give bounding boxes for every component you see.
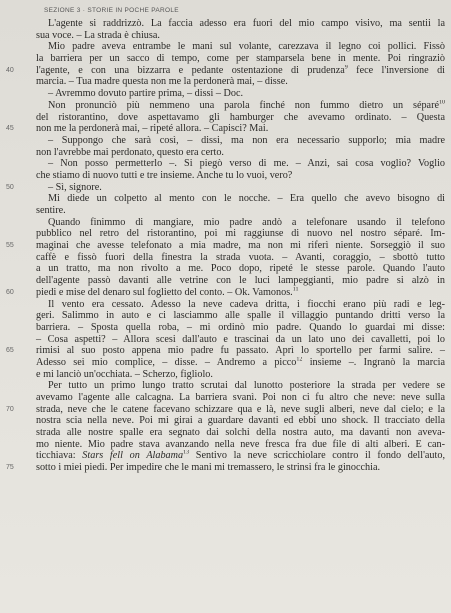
- line-text: Per tutto un primo lungo tratto scrutai dal lunotto posteriore la strada per vedere se: [48, 380, 445, 392]
- line-number: 45: [6, 125, 14, 133]
- text-line: [0, 427, 451, 439]
- line-text: geri. Salimmo in auto e ci lasciammo alle spalle il villaggio puntando dritti verso la: [36, 310, 445, 322]
- text-line: [0, 287, 451, 299]
- line-text: dell'agente passò davanti alle vetrine con le luci lampeggianti, mio padre si alzò in: [36, 275, 445, 287]
- line-text: l'agente, e con una bizzarra e pedante ostentazione di prudenza: [36, 64, 345, 76]
- line-text: sotto i miei piedi. Per impedire che le mani mi tremassero, le strinsi fra le ginocchia.: [36, 462, 381, 474]
- line-number: 75: [6, 464, 14, 472]
- text-line: [0, 30, 451, 42]
- footnote-ref: 10: [439, 99, 445, 106]
- text-line: [0, 310, 451, 322]
- line-text: Mi diede un colpetto al mento con le nocche. – Era quello che avevo bisogno di: [48, 193, 445, 205]
- title-italic: Stars fell on Alabama: [82, 450, 184, 462]
- text-line: [0, 170, 451, 182]
- line-number: 50: [6, 183, 14, 191]
- line-text: marcia. – Tua madre questa non me la perdonerà mai, – disse.: [36, 76, 288, 88]
- footnote-ref: 12: [296, 356, 303, 363]
- text-line: [0, 345, 451, 357]
- line-text: del ristorantino, dove aspettavamo gli hamburger che avevamo ordinato. – Questa: [36, 111, 445, 123]
- footnote-ref: 9: [344, 64, 348, 71]
- line-number: 40: [6, 66, 14, 74]
- text-line: [0, 88, 451, 100]
- line-text: Quando finimmo di mangiare, mio padre andò a telefonare usando il telefono: [48, 216, 445, 228]
- footnote-ref: 13: [183, 450, 190, 457]
- text-line: [0, 41, 451, 53]
- line-text: piedi e mise del denaro sul foglietto del conto. – Ok. Vamonos.: [36, 286, 293, 298]
- text-line: [0, 252, 451, 264]
- line-text: pubblico nel retro del ristorantino, poi mi raggiunse di nuovo nel nostro séparé. Im-: [36, 228, 445, 240]
- text-line: [0, 53, 451, 65]
- text-line: [0, 334, 451, 346]
- line-text: caffè e fissò fuori della finestra la strada vuota. – Avanti, coraggio, – sbottò tutto: [36, 251, 445, 263]
- text-line: [0, 147, 451, 159]
- line-text: – Suppongo che sarà così, – dissi, ma non era necessario supporlo; mia madre: [48, 134, 445, 146]
- line-text: non l'avrebbe mai perdonato, questo era certo.: [36, 146, 224, 158]
- text-line: [0, 205, 451, 217]
- line-number: 55: [6, 242, 14, 250]
- text-line: [0, 158, 451, 170]
- line-text: strada, neve che le catene facevano schizzare qua e là, neve sugli alberi, neve dal cielo; e la: [36, 403, 445, 415]
- line-text: avevamo l'agente alle calcagna. La barriera svanì. Poi non ci fu altro che neve: neve sulla: [36, 392, 445, 403]
- text-line: [0, 299, 451, 311]
- text-line: [0, 193, 451, 205]
- text-line: [0, 392, 451, 404]
- line-text: strada alle nostre spalle era segnato dai solchi della nostra auto, ma davanti non aveva-: [36, 427, 445, 439]
- line-text: sentire.: [36, 205, 66, 216]
- line-text: maginai che avesse telefonato a mia madre, ma non mi riferì niente. Sorseggiò il suo: [36, 240, 445, 252]
- text-line: [0, 322, 451, 334]
- line-text: nostra scia nella neve. Poi mi girai a guardare davanti ed ebbi uno shock. Il tracciato della: [36, 415, 445, 427]
- line-text: sua voce. – La strada è chiusa.: [36, 29, 160, 41]
- line-text-after: insieme –. Ingranò la marcia: [302, 356, 446, 368]
- line-number: 70: [6, 405, 14, 413]
- text-line: [0, 240, 451, 252]
- text-line: [0, 369, 451, 381]
- line-text-after: Sentivo la neve scricchiolare contro il fondo dell'auto,: [189, 450, 446, 462]
- line-text: barriera. – Sposta quella roba, – mi ordinò mio padre. Quando lo guardai mi disse:: [36, 321, 445, 333]
- text-line: [0, 228, 451, 240]
- text-line: [0, 182, 451, 194]
- line-text-after: fece l'inversione di: [347, 64, 446, 76]
- line-text: che stiamo di nuovo tutti e tre insieme. Anche tu lo vuoi, vero?: [36, 169, 293, 181]
- text-line: [0, 380, 451, 392]
- text-line: [0, 439, 451, 451]
- line-text: e mi lanciò un'occhiata. – Scherzo, figliolo.: [36, 368, 213, 380]
- line-text: L'agente si raddrizzò. La faccia adesso era fuori del mio campo visivo, ma sentii la: [48, 18, 445, 29]
- body-text: [0, 18, 451, 474]
- line-text: non me la perdonerà mai, – ripeté allora. – Capisci? Mai.: [36, 123, 269, 135]
- text-line: [0, 415, 451, 427]
- text-line: [0, 65, 451, 77]
- text-line: [0, 357, 451, 369]
- line-text: – Cosa aspetti? – Allora scesi dall'auto e trascinai da un lato uno dei cavalletti, poi lo: [36, 333, 445, 345]
- text-line: [0, 450, 451, 462]
- line-text: Adesso sei mio complice, – disse. – Andremo a picco: [36, 356, 297, 368]
- running-head: SEZIONE 3 · STORIE IN POCHE PAROLE: [44, 7, 179, 14]
- text-line: [0, 404, 451, 416]
- line-text: rimisi al suo posto appena mio padre fu passato. Aprì lo sportello per farmi salire. –: [36, 345, 445, 357]
- text-line: [0, 135, 451, 147]
- text-line: [0, 18, 451, 30]
- line-text: – Avremmo dovuto partire prima, – dissi – Doc.: [48, 88, 244, 100]
- line-number: 65: [6, 347, 14, 355]
- text-line: [0, 76, 451, 88]
- line-text: Il vento era cessato. Adesso la neve cadeva dritta, i fiocchi erano più radi e leg-: [48, 298, 445, 310]
- footnote-ref: 11: [292, 286, 299, 293]
- text-line: [0, 112, 451, 124]
- line-text: – Non posso permetterlo –. Si piegò verso di me. – Anzi, sai cosa voglio? Voglio: [48, 158, 445, 170]
- text-line: [0, 217, 451, 229]
- line-text: – Sì, signore.: [48, 181, 102, 193]
- line-text: Mio padre aveva entrambe le mani sul volante, carezzava il legno coi pollici. Fissò: [48, 41, 445, 53]
- line-text: la barriera per un sacco di tempo, come per stamparsela bene in mente. Poi ringraziò: [36, 53, 445, 65]
- text-line: [0, 462, 451, 474]
- line-text: mo niente. Mio padre stava avanzando nella neve fresca fra due file di alti alberi. E can-: [36, 438, 445, 450]
- text-line: [0, 263, 451, 275]
- text-line: [0, 123, 451, 135]
- line-text: ticchiava:: [36, 450, 83, 462]
- text-line: [0, 100, 451, 112]
- line-text: a un tratto, ma non rivolto a me. Poco dopo, ripeté le stesse parole. Quando l'auto: [36, 263, 445, 275]
- line-number: 60: [6, 288, 14, 296]
- line-text: Non pronunciò più nemmeno una parola finché non fummo dietro un séparé: [48, 99, 439, 111]
- text-line: [0, 275, 451, 287]
